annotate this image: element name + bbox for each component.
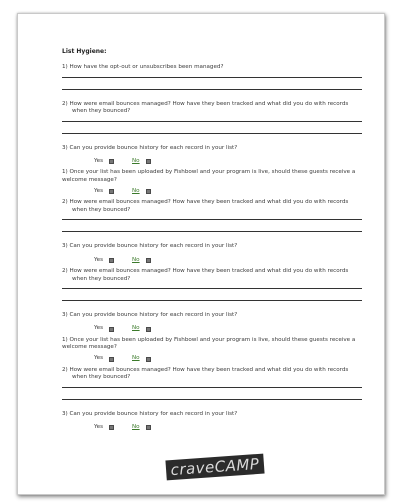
- answer-line[interactable]: [62, 121, 362, 122]
- no-option[interactable]: [132, 355, 151, 363]
- answer-line[interactable]: [62, 387, 362, 388]
- yes-label: Yes: [94, 424, 104, 431]
- yes-no-options: [62, 423, 362, 432]
- welcome-question: 1) Once your list has been uploaded by Fishbowl and your program is live, should these guests receive a welcome message?: [62, 169, 356, 183]
- yes-label: Yes: [94, 256, 104, 263]
- answer-line[interactable]: [62, 77, 362, 78]
- yes-checkbox-icon[interactable]: [109, 189, 114, 194]
- question: 3) Can you provide bounce history for each record in your list?: [62, 144, 238, 151]
- no-option[interactable]: [132, 188, 151, 196]
- yes-checkbox-icon[interactable]: [109, 258, 114, 263]
- yes-no-options: [62, 256, 362, 265]
- yes-no-options: [62, 325, 362, 334]
- yes-option[interactable]: [94, 158, 132, 166]
- yes-option[interactable]: [94, 355, 132, 363]
- answer-line[interactable]: [62, 133, 362, 134]
- no-label: No: [132, 256, 140, 263]
- answer-line[interactable]: [62, 300, 362, 301]
- no-option[interactable]: [132, 257, 151, 265]
- no-checkbox-icon[interactable]: [146, 357, 151, 362]
- section-heading: List Hygiene:: [62, 48, 107, 55]
- answer-line[interactable]: [62, 89, 362, 90]
- no-checkbox-icon[interactable]: [146, 159, 151, 164]
- document-page: [17, 13, 385, 495]
- welcome-question: 1) Once your list has been uploaded by Fishbowl and your program is live, should these guests receive a welcome message?: [62, 336, 356, 351]
- no-checkbox-icon[interactable]: [146, 327, 151, 332]
- yes-option[interactable]: [94, 325, 132, 333]
- question: 3) Can you provide bounce history for each record in your list?: [62, 312, 238, 319]
- no-option[interactable]: [132, 158, 151, 166]
- yes-label: Yes: [94, 188, 104, 195]
- yes-option[interactable]: [94, 424, 132, 432]
- no-option[interactable]: [132, 424, 151, 432]
- no-label: No: [132, 158, 140, 164]
- no-label: No: [132, 325, 140, 332]
- cravecamp-logo: [165, 454, 264, 481]
- answer-line[interactable]: [62, 219, 362, 220]
- logo-text: craveCAMP: [170, 454, 260, 480]
- yes-option[interactable]: [94, 188, 132, 196]
- yes-no-options: [62, 355, 362, 364]
- yes-checkbox-icon[interactable]: [109, 357, 114, 362]
- yes-no-options: [62, 157, 362, 166]
- no-option[interactable]: [132, 325, 151, 333]
- no-checkbox-icon[interactable]: [146, 258, 151, 263]
- no-label: No: [132, 188, 140, 195]
- no-checkbox-icon[interactable]: [146, 189, 151, 194]
- no-label: No: [132, 355, 140, 362]
- question: 2) How were email bounces managed? How have they been tracked and what did you do with records when they bounced?: [62, 268, 349, 282]
- yes-no-options: [62, 187, 362, 196]
- question: 2) How were email bounces managed? How have they been tracked and what did you do with records when they bounced?: [62, 100, 349, 115]
- yes-checkbox-icon[interactable]: [109, 327, 114, 332]
- question: 2) How were email bounces managed? How have they been tracked and what did you do with records when they bounced?: [62, 366, 349, 381]
- question: 2) How were email bounces managed? How have they been tracked and what did you do with records when they bounced?: [62, 199, 349, 213]
- no-label: No: [132, 424, 140, 431]
- document-content: [62, 48, 362, 435]
- yes-checkbox-icon[interactable]: [109, 159, 114, 164]
- yes-option[interactable]: [94, 257, 132, 265]
- question: 3) Can you provide bounce history for each record in your list?: [62, 410, 238, 417]
- answer-line[interactable]: [62, 231, 362, 232]
- answer-line[interactable]: [62, 288, 362, 289]
- answer-line[interactable]: [62, 399, 362, 400]
- yes-label: Yes: [94, 158, 104, 164]
- yes-checkbox-icon[interactable]: [109, 425, 114, 430]
- no-checkbox-icon[interactable]: [146, 425, 151, 430]
- question: 3) Can you provide bounce history for each record in your list?: [62, 243, 238, 250]
- yes-label: Yes: [94, 355, 104, 362]
- yes-label: Yes: [94, 325, 104, 332]
- question: 1) How have the opt-out or unsubscribes been managed?: [62, 64, 224, 71]
